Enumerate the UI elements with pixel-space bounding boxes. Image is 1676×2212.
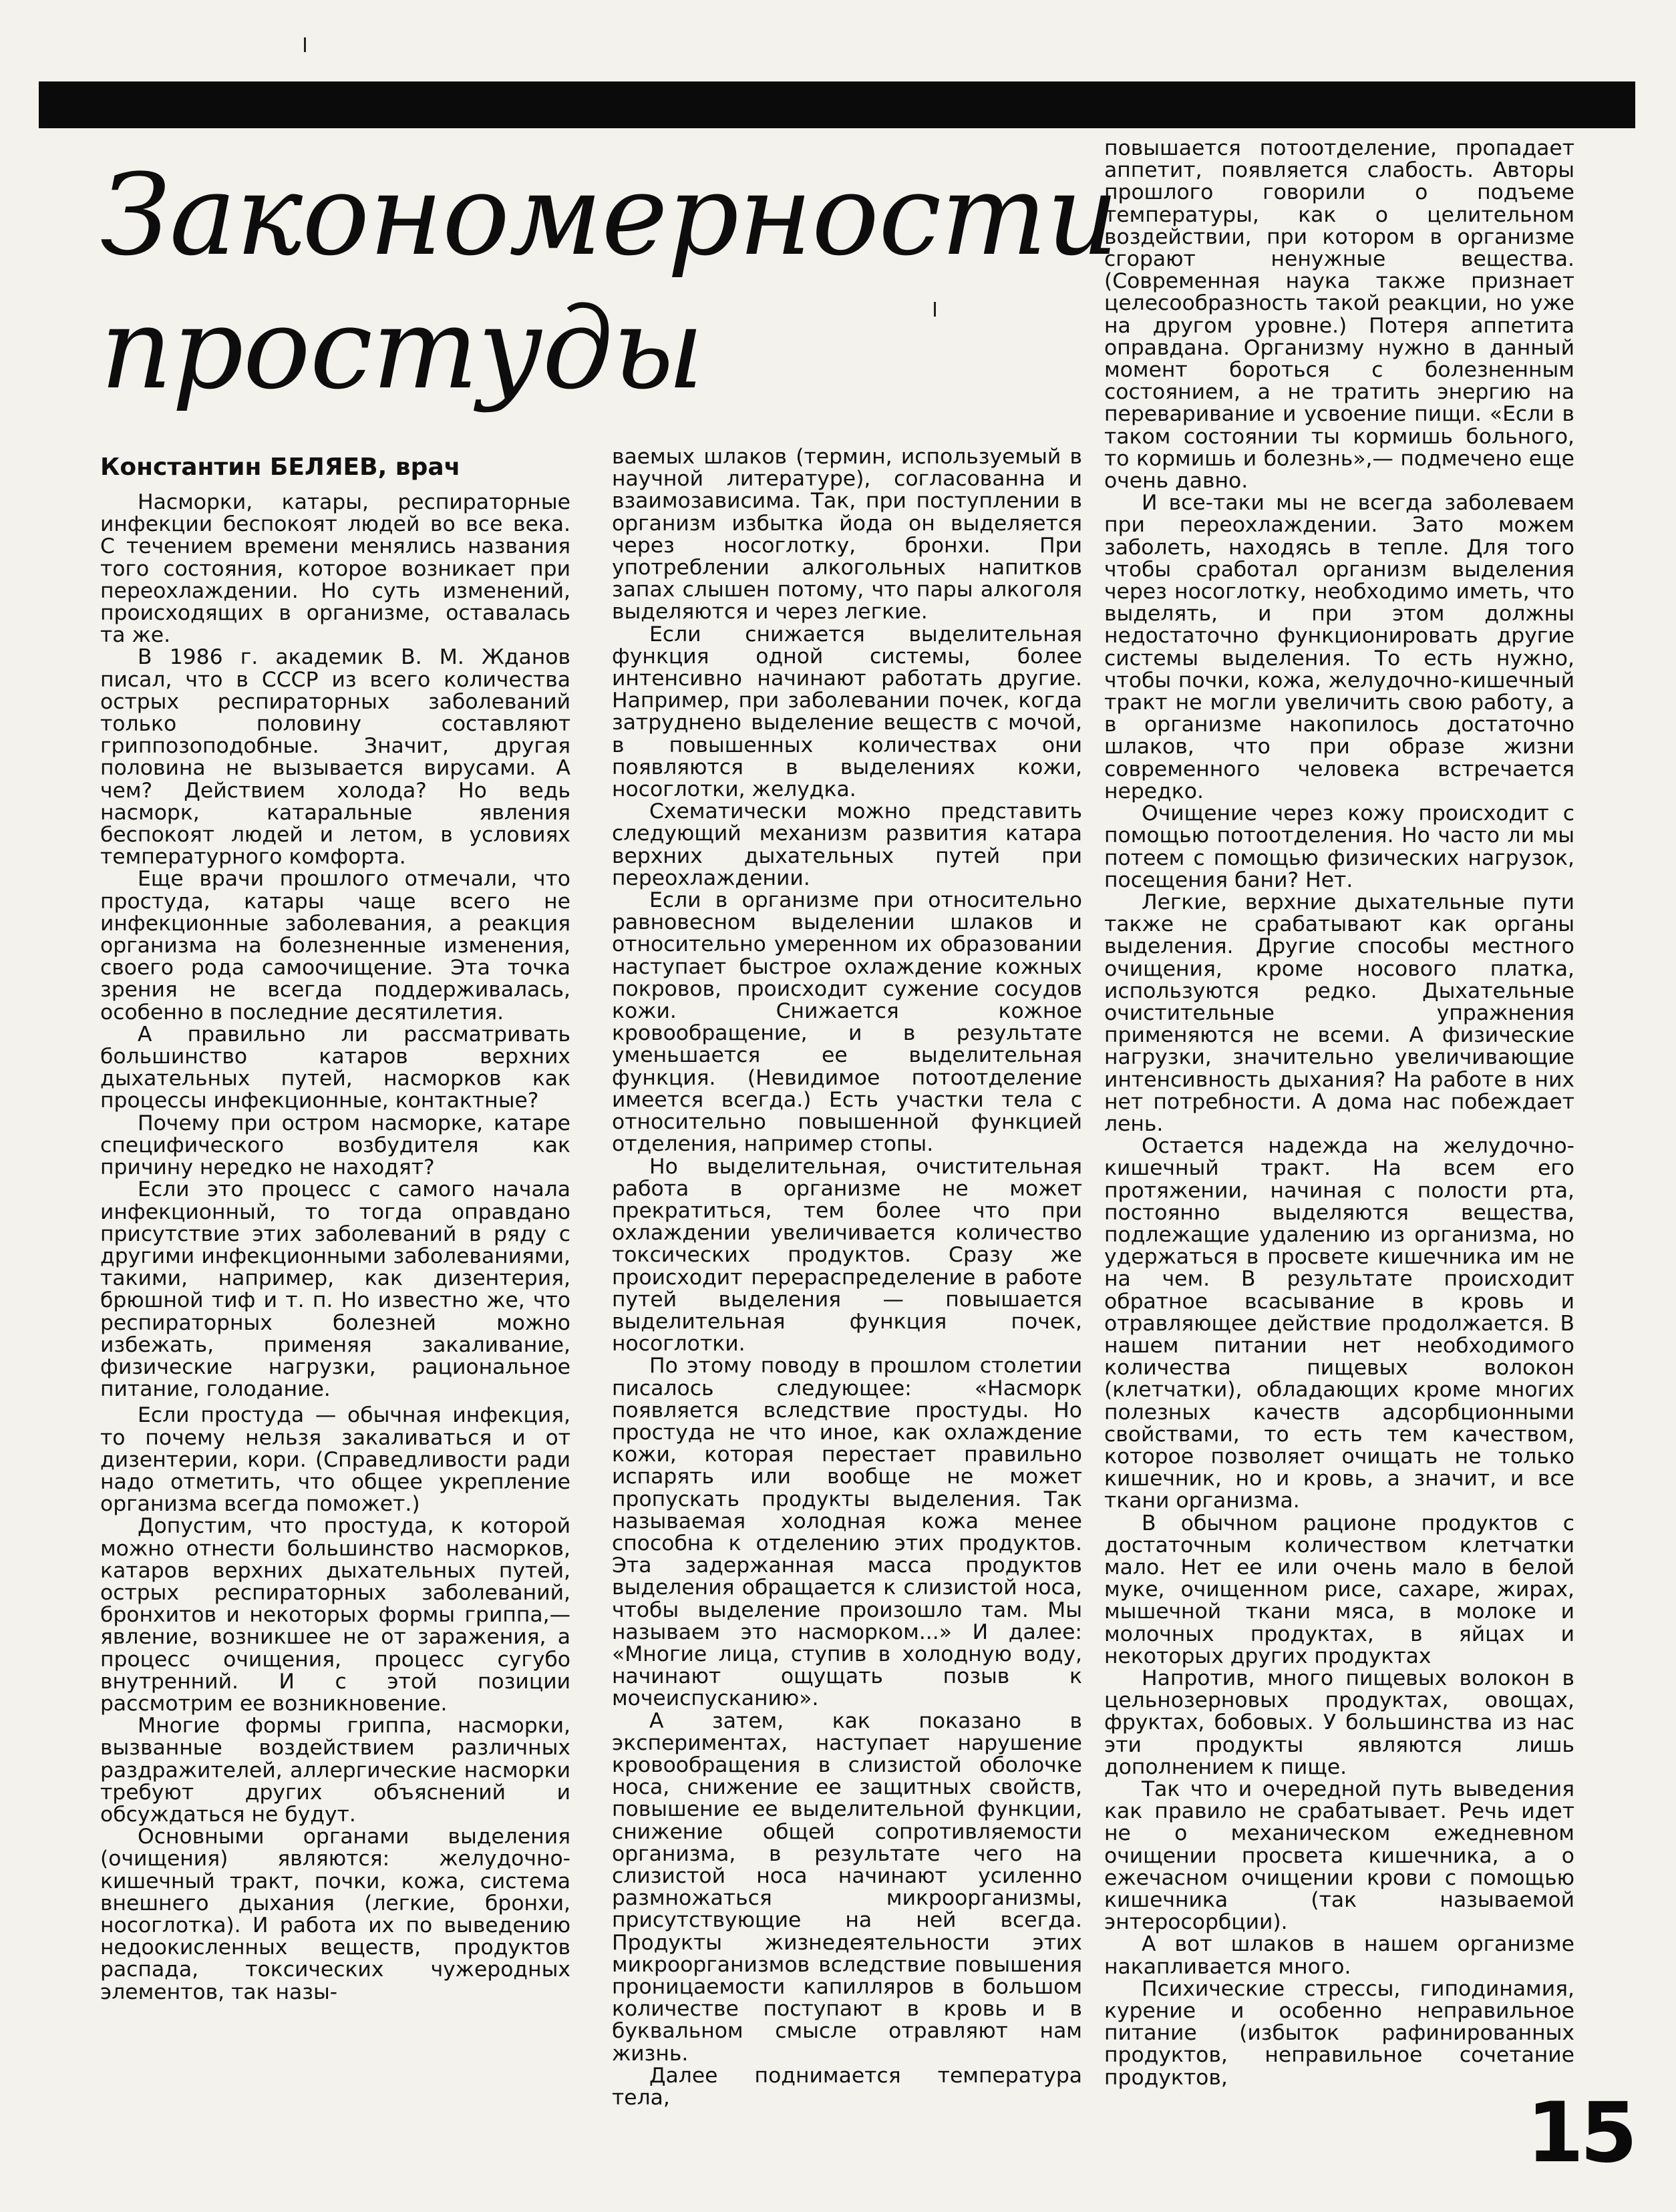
paragraph: ваемых шлаков (термин, используемый в научной литературе), согласованна и взаимозависима. Так, при поступлении в организм избытка йода он выделяется через носоглотку, бронхи. При употреблении алкогольных напитков запах слышен потому, что пары алкоголя выделяются и через легкие.: [612, 445, 1082, 624]
article-title-line-1: Закономерности: [100, 150, 1118, 281]
paragraph: Остается надежда на желудочно-кишечный тракт. На всем его протяжении, начиная с полости рта, постоянно выделяются вещества, подлежащие удалению из организма, но удержаться в просвете кишечника им не на чем. В результате происходит обратное всасывание в кровь и отравляющее действие продолжается. В нашем питании нет необходимого количества пищевых волокон (клетчатки), обладающих кроме многих полезных качеств адсорбционными свойствами, то есть тем качеством, которое позволяет очищать не только кишечник, но и кровь, а значит, и все ткани организма.: [1104, 1134, 1574, 1513]
text-column-2: [612, 446, 1082, 2191]
paragraph: Легкие, верхние дыхательные пути также не срабатывают как органы выделения. Другие способы местного очищения, кроме носового платка, используются редко. Дыхательные очистительные упражнения применяются не всеми. А физические нагрузки, значительно увеличивающие интенсивность дыхания? На работе в них нет потребности. А дома нас побеждает лень.: [1104, 890, 1574, 1136]
text-column-1: [100, 454, 570, 2191]
paragraph: Допустим, что простуда, к которой можно отнести большинство насморков, катаров верхних дыхательных путей, острых респираторных заболеваний, бронхитов и некоторых формы гриппа,— явление, возникшее не от заражения, а процесс очищения, процесс сугубо внутренний. И с этой позиции рассмотрим ее возникновение.: [100, 1514, 570, 1716]
paragraph: А вот шлаков в нашем организме накапливается много.: [1104, 1932, 1574, 1979]
paragraph: Если снижается выделительная функция одной системы, более интенсивно начинают работать другие. Например, при заболевании почек, когда затруднено выделение веществ с мочой, в повышенных количествах они появляются в выделениях кожи, носоглотки, желудка.: [612, 622, 1082, 802]
paragraph: Насморки, катары, респираторные инфекции беспокоят людей во все века. С течением времени менялись названия того состояния, которое возникает при переохлаждении. Но суть изменений, происходящих в организме, оставалась та же.: [100, 490, 570, 648]
paragraph: Схематически можно представить следующий механизм развития катара верхних дыхательных путей при переохлаждении.: [612, 799, 1082, 890]
article-title: [100, 148, 1118, 415]
paragraph: Если это процесс с самого начала инфекционный, то тогда оправдано присутствие этих заболеваний в ряду с другими инфекционными заболеваниями, такими, например, как дизентерия, брюшной тиф и т. п. Но известно же, что респираторных болезней можно избежать, применяя закаливание, физические нагрузки, рациональное питание, голодание.: [100, 1177, 570, 1402]
paragraph: А правильно ли рассматривать большинство катаров верхних дыхательных путей, насморков как процессы инфекционные, контактные?: [100, 1022, 570, 1113]
paragraph: В 1986 г. академик В. М. Жданов писал, что в СССР из всего количества острых респираторных заболеваний только половину составляют гриппозоподобные. Значит, другая половина не вызывается вирусами. А чем? Действием холода? Но ведь насморк, катаральные явления беспокоят людей и летом, в условиях температурного комфорта.: [100, 645, 570, 870]
page-number: 15: [1526, 2085, 1634, 2181]
print-speck: [304, 37, 306, 52]
paragraph: Психические стрессы, гиподинамия, курение и особенно неправильное питание (избыток рафинированных продуктов, неправильное сочетание продуктов,: [1104, 1976, 1574, 2090]
paragraph: Так что и очередной путь выведения как правило не срабатывает. Речь идет не о механическом ежедневном очищении просвета кишечника, а о ежечасном очищении крови с помощью кишечника (так называемой энтеросорбции).: [1104, 1777, 1574, 1935]
paragraph: Очищение через кожу происходит с помощью потоотделения. Но часто ли мы потеем с помощью физических нагрузок, посещения бани? Нет.: [1104, 801, 1574, 892]
paragraph: Далее поднимается температура тела,: [612, 2063, 1082, 2110]
paragraph: Почему при остром насморке, катаре специфического возбудителя как причину нередко не находят?: [100, 1111, 570, 1180]
article-title-line-2: простуды: [100, 283, 704, 414]
paragraph: А затем, как показано в экспериментах, наступает нарушение кровообращения в слизистой оболочке носа, снижение ее защитных свойств, повышение ее выделительной функции, снижение общей сопротивляемости организма, в результате чего на слизистой носа начинают усиленно размножаться микроорганизмы, присутствующие на ней всегда. Продукты жизнедеятельности этих микроорганизмов вследствие повышения проницаемости капилляров в большом количестве поступают в кровь и в буквальном смысле отравляют нам жизнь.: [612, 1708, 1082, 2066]
header-black-bar: [39, 81, 1635, 128]
paragraph: По этому поводу в прошлом столетии писалось следующее: «Насморк появляется вследствие простуды. Но простуда не что иное, как охлаждение кожи, которая перестает правильно испарять или вообще не может пропускать продукты выделения. Так называемая холодная кожа менее способна к отделению этих продуктов. Эта задержанная масса продуктов выделения обращается к слизистой носа, чтобы выделение произошло там. Мы называем это насморком...» И далее: «Многие лица, ступив в холодную воду, начинают ощущать позыв к мочеиспусканию».: [612, 1354, 1082, 1711]
paragraph: Если в организме при относительно равновесном выделении шлаков и относительно умеренном их образовании наступает быстрое охлаждение кожных покровов, происходит сужение сосудов кожи. Снижается кожное кровообращение, и в результате уменьшается ее выделительная функция. (Невидимое потоотделение имеется всегда.) Есть участки тела с относительно повышенной функцией отделения, например стопы.: [612, 888, 1082, 1157]
paragraph: Напротив, много пищевых волокон в цельнозерновых продуктах, овощах, фруктах, бобовых. У большинства из нас эти продукты являются лишь дополнением к пище.: [1104, 1666, 1574, 1779]
paragraph: В обычном рационе продуктов с достаточным количеством клетчатки мало. Нет ее или очень мало в белой муке, очищенном рисе, сахаре, жирах, мышечной ткани мяса, в молоке и молочных продуктах, в яйцах и некоторых других продуктах: [1104, 1511, 1574, 1668]
paragraph: повышается потоотделение, пропадает аппетит, появляется слабость. Авторы прошлого говорили о подъеме температуры, как о целительном воздействии, при котором в организме сгорают ненужные вещества. (Современная наука также признает целесообразность такой реакции, но уже на другом уровне.) Потеря аппетита оправдана. Организму нужно в данный момент бороться с болезненным состоянием, а не тратить энергию на переваривание и усвоение пищи. «Если в таком состоянии ты кормишь больного, то кормишь и болезнь»,— подмечено еще очень давно.: [1104, 136, 1574, 494]
paragraph: Еще врачи прошлого отмечали, что простуда, катары чаще всего не инфекционные заболевания, а реакция организма на болезненные изменения, своего рода самоочищение. Эта точка зрения не всегда поддерживалась, особенно в последние десятилетия.: [100, 867, 570, 1025]
paragraph: Основными органами выделения (очищения) являются: желудочно-кишечный тракт, почки, кожа, система внешнего дыхания (легкие, бронхи, носоглотка). И работа их по выведению недоокисленных веществ, продуктов распада, токсических чужеродных элементов, так назы-: [100, 1825, 570, 2004]
paragraph: И все-таки мы не всегда заболеваем при переохлаждении. Зато можем заболеть, находясь в тепле. Для того чтобы сработал организм выделения через носоглотку, необходимо иметь, что выделять, и при этом должны недостаточно функционировать другие системы выделения. То есть нужно, чтобы почки, кожа, желудочно-кишечный тракт не могли увеличить свою работу, а в организме накопилось достаточно шлаков, что при образе жизни современного человека встречается нередко.: [1104, 491, 1574, 803]
paragraph: Многие формы гриппа, насморки, вызванные воздействием различных раздражителей, аллергические насморки требуют других объяснений и обсуждаться не будут.: [100, 1714, 570, 1827]
paragraph: Но выделительная, очистительная работа в организме не может прекратиться, тем более что при охлаждении увеличивается количество токсических продуктов. Сразу же происходит перераспределение в работе путей выделения — повышается выделительная функция почек, носоглотки.: [612, 1154, 1082, 1356]
text-column-3: [1104, 136, 1574, 2090]
paragraph: Если простуда — обычная инфекция, то почему нельзя закаливаться и от дизентерии, кори. (Справедливости ради надо отметить, что общее укрепление организма всегда поможет.): [100, 1403, 570, 1517]
author-byline: Константин БЕЛЯЕВ, врач: [100, 453, 461, 481]
